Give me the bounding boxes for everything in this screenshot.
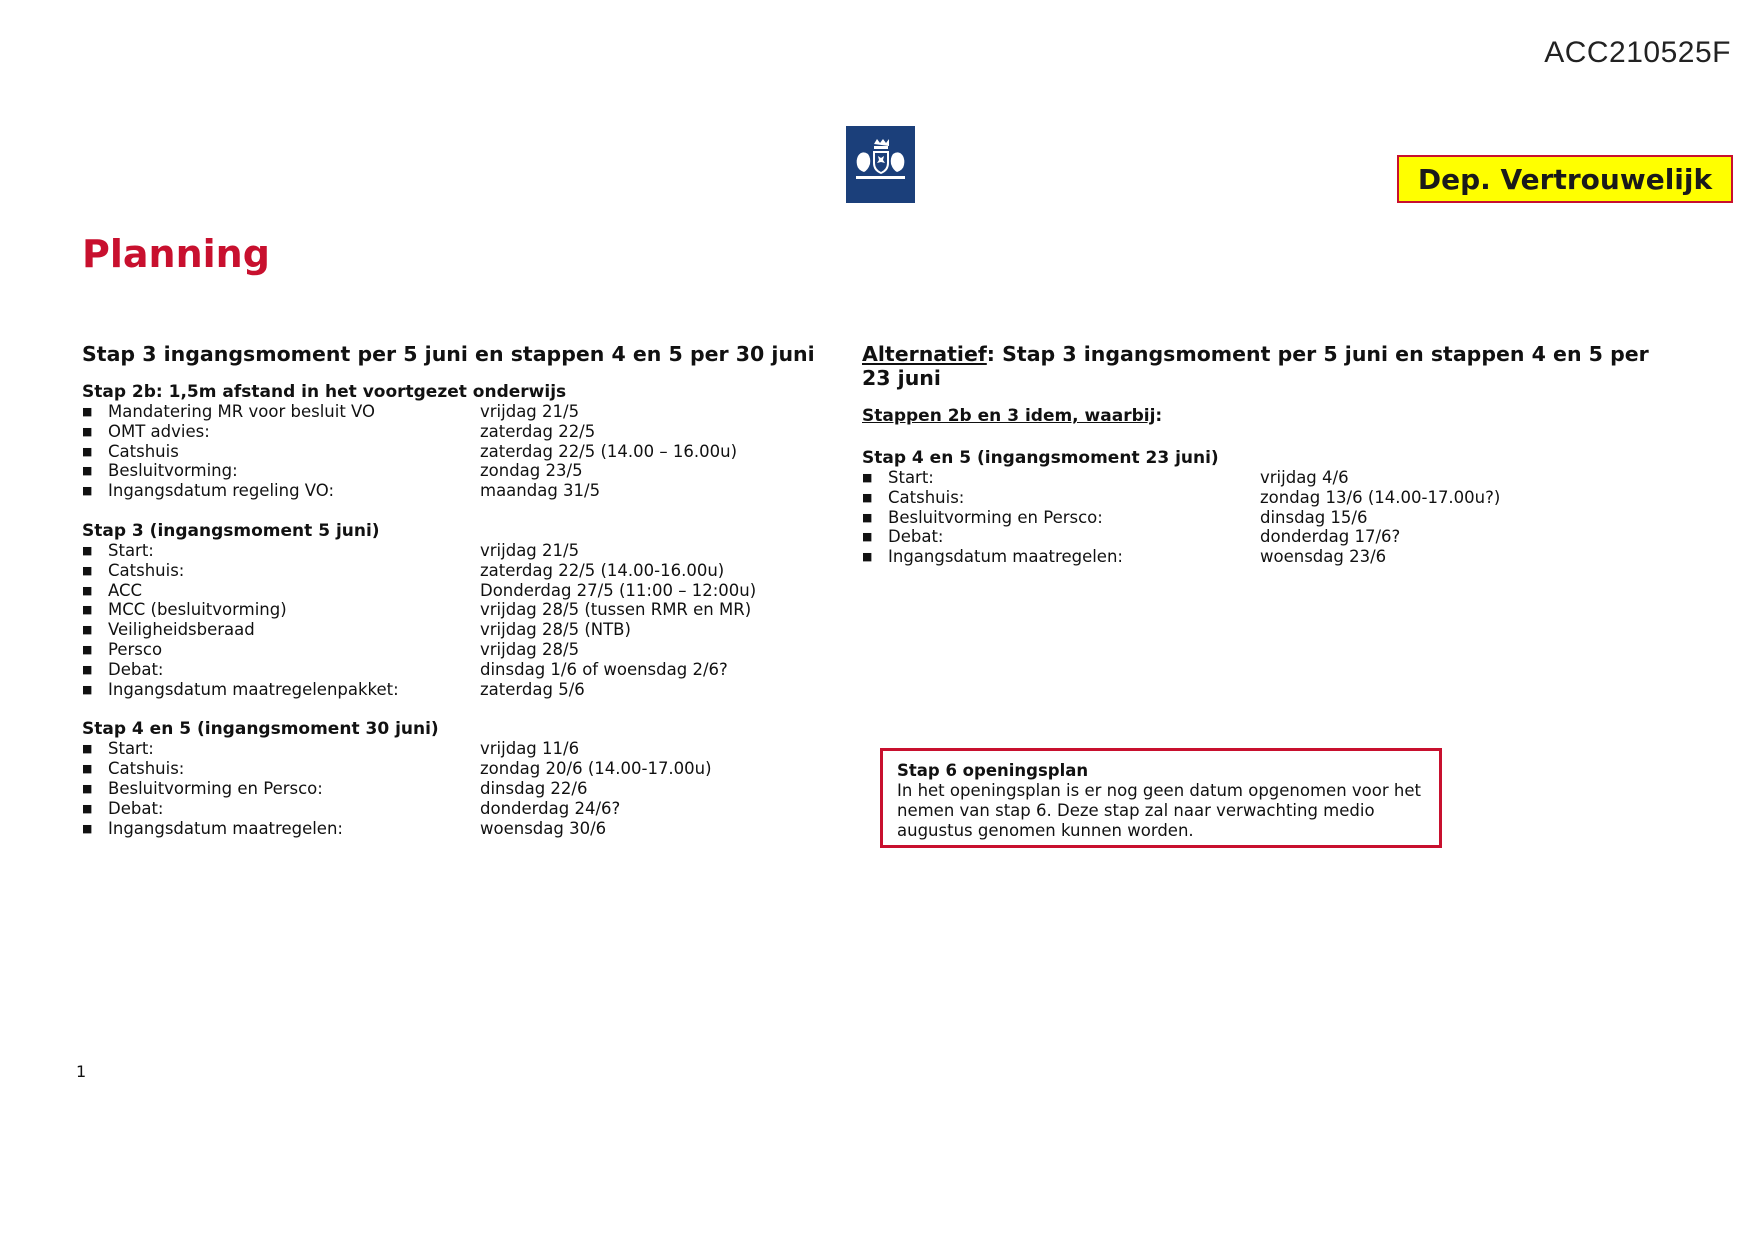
bullet-icon: ■ bbox=[82, 484, 93, 498]
bullet-icon: ■ bbox=[82, 821, 93, 835]
right-rows bbox=[862, 468, 1662, 567]
bullet-icon: ■ bbox=[862, 490, 873, 504]
bullet-icon: ■ bbox=[82, 464, 93, 478]
list-item bbox=[82, 541, 822, 561]
item-date: dinsdag 1/6 of woensdag 2/6? bbox=[480, 659, 728, 679]
note-line: In het openingsplan is er nog geen datum opgenomen voor het bbox=[897, 781, 1421, 800]
item-date: zaterdag 22/5 (14.00 – 16.00u) bbox=[480, 441, 738, 461]
list-item bbox=[862, 468, 1662, 488]
item-label: Veiligheidsberaad bbox=[108, 620, 255, 640]
list-item bbox=[82, 819, 822, 839]
item-date: zondag 23/5 bbox=[480, 461, 583, 481]
bullet-icon: ■ bbox=[82, 444, 93, 458]
item-label: MCC (besluitvorming) bbox=[108, 600, 287, 620]
item-label: Ingangsdatum maatregelenpakket: bbox=[108, 679, 399, 699]
item-label: Ingangsdatum regeling VO: bbox=[108, 481, 335, 501]
bullet-icon: ■ bbox=[862, 510, 873, 524]
note-line: augustus genomen kunnen worden. bbox=[897, 821, 1194, 840]
right-column bbox=[862, 342, 1662, 587]
list-item bbox=[862, 488, 1662, 508]
item-date: zondag 20/6 (14.00-17.00u) bbox=[480, 759, 712, 779]
list-item bbox=[82, 620, 822, 640]
classification-label: Dep. Vertrouwelijk bbox=[1397, 155, 1733, 203]
item-date: vrijdag 21/5 bbox=[480, 540, 580, 560]
item-label: Debat: bbox=[108, 798, 164, 818]
left-column bbox=[82, 342, 822, 858]
list-item bbox=[82, 759, 822, 779]
list-item bbox=[82, 402, 822, 422]
section-title: Stap 4 en 5 (ingangsmoment 23 juni) bbox=[862, 448, 1219, 468]
item-label: Persco bbox=[108, 639, 163, 659]
steps-note bbox=[862, 406, 1662, 426]
right-heading-text: : Stap 3 ingangsmoment per 5 juni en stappen 4 en 5 per 23 juni bbox=[862, 342, 1649, 390]
item-date: woensdag 30/6 bbox=[480, 818, 607, 838]
item-label: Catshuis: bbox=[108, 560, 185, 580]
item-label: ACC bbox=[108, 580, 143, 600]
item-date: vrijdag 28/5 bbox=[480, 639, 580, 659]
section-title: Stap 2b: 1,5m afstand in het voortgezet onderwijs bbox=[82, 382, 567, 402]
item-date: dinsdag 22/6 bbox=[480, 778, 588, 798]
bullet-icon: ■ bbox=[82, 742, 93, 756]
item-date: woensdag 23/6 bbox=[1260, 547, 1387, 567]
bullet-icon: ■ bbox=[82, 583, 93, 597]
list-item bbox=[82, 779, 822, 799]
bullet-icon: ■ bbox=[82, 603, 93, 617]
item-label: Catshuis: bbox=[108, 759, 185, 779]
bullet-icon: ■ bbox=[82, 642, 93, 656]
item-label: Besluitvorming: bbox=[108, 461, 238, 481]
note-line: nemen van stap 6. Deze stap zal naar verwachting medio bbox=[897, 801, 1375, 820]
item-label: OMT advies: bbox=[108, 421, 210, 441]
item-date: vrijdag 21/5 bbox=[480, 402, 580, 421]
left-heading: Stap 3 ingangsmoment per 5 juni en stappen 4 en 5 per 30 juni bbox=[82, 342, 815, 366]
steps-note-colon: : bbox=[1155, 406, 1163, 426]
alternative-label: Alternatief bbox=[862, 342, 987, 366]
item-label: Catshuis bbox=[108, 441, 179, 461]
item-label: Start: bbox=[888, 468, 934, 487]
bullet-icon: ■ bbox=[82, 662, 93, 676]
item-label: Besluitvorming en Persco: bbox=[888, 507, 1103, 527]
list-item bbox=[82, 481, 822, 501]
note-title: Stap 6 openingsplan bbox=[897, 761, 1089, 780]
list-item bbox=[862, 547, 1662, 567]
bullet-icon: ■ bbox=[82, 563, 93, 577]
list-item bbox=[82, 442, 822, 462]
right-heading bbox=[862, 342, 1662, 390]
list-item bbox=[82, 461, 822, 481]
item-label: Debat: bbox=[108, 659, 164, 679]
section-title: Stap 3 (ingangsmoment 5 juni) bbox=[82, 520, 380, 541]
rijksoverheid-coat-of-arms-icon bbox=[846, 126, 915, 203]
bullet-icon: ■ bbox=[862, 550, 873, 564]
list-item bbox=[82, 680, 822, 700]
steps-note-underlined: Stappen 2b en 3 idem, waarbij bbox=[862, 406, 1156, 426]
item-date: donderdag 24/6? bbox=[480, 798, 621, 818]
section-title: Stap 4 en 5 (ingangsmoment 30 juni) bbox=[82, 719, 439, 740]
list-item bbox=[82, 660, 822, 680]
item-date: Donderdag 27/5 (11:00 – 12:00u) bbox=[480, 580, 757, 600]
list-item bbox=[82, 739, 822, 759]
list-item bbox=[862, 527, 1662, 547]
left-sections bbox=[82, 382, 822, 838]
page-title: Planning bbox=[82, 232, 270, 276]
bullet-icon: ■ bbox=[82, 424, 93, 438]
item-date: dinsdag 15/6 bbox=[1260, 507, 1368, 527]
item-label: Catshuis: bbox=[888, 487, 965, 507]
item-date: donderdag 17/6? bbox=[1260, 527, 1401, 547]
item-date: vrijdag 4/6 bbox=[1260, 468, 1349, 487]
right-section bbox=[862, 448, 1662, 567]
item-label: Debat: bbox=[888, 527, 944, 547]
bullet-icon: ■ bbox=[82, 762, 93, 776]
item-label: Start: bbox=[108, 540, 154, 560]
list-item bbox=[82, 581, 822, 601]
document-reference: ACC210525F bbox=[1544, 36, 1731, 69]
item-date: zaterdag 5/6 bbox=[480, 679, 585, 699]
item-date: vrijdag 28/5 (NTB) bbox=[480, 620, 631, 640]
bullet-icon: ■ bbox=[82, 623, 93, 637]
planning-section bbox=[82, 719, 822, 838]
planning-section bbox=[82, 521, 822, 699]
list-item bbox=[862, 508, 1662, 528]
bullet-icon: ■ bbox=[82, 543, 93, 557]
list-item bbox=[82, 561, 822, 581]
item-date: zondag 13/6 (14.00-17.00u?) bbox=[1260, 487, 1501, 507]
item-date: vrijdag 11/6 bbox=[480, 739, 580, 759]
planning-section bbox=[82, 382, 822, 501]
item-label: Ingangsdatum maatregelen: bbox=[108, 818, 343, 838]
bullet-icon: ■ bbox=[82, 405, 93, 418]
item-date: vrijdag 28/5 (tussen RMR en MR) bbox=[480, 600, 752, 620]
bullet-icon: ■ bbox=[82, 682, 93, 696]
item-date: maandag 31/5 bbox=[480, 481, 601, 501]
list-item bbox=[82, 799, 822, 819]
bullet-icon: ■ bbox=[862, 471, 873, 484]
item-date: zaterdag 22/5 (14.00-16.00u) bbox=[480, 560, 725, 580]
item-label: Besluitvorming en Persco: bbox=[108, 778, 323, 798]
bullet-icon: ■ bbox=[82, 781, 93, 795]
item-label: Start: bbox=[108, 739, 154, 759]
item-label: Ingangsdatum maatregelen: bbox=[888, 547, 1123, 567]
bullet-icon: ■ bbox=[82, 801, 93, 815]
stap-6-note-box bbox=[880, 748, 1442, 848]
list-item bbox=[82, 600, 822, 620]
item-date: zaterdag 22/5 bbox=[480, 421, 596, 441]
page-number: 1 bbox=[76, 1062, 87, 1081]
item-label: Mandatering MR voor besluit VO bbox=[108, 402, 376, 421]
bullet-icon: ■ bbox=[862, 530, 873, 544]
list-item bbox=[82, 640, 822, 660]
list-item bbox=[82, 422, 822, 442]
